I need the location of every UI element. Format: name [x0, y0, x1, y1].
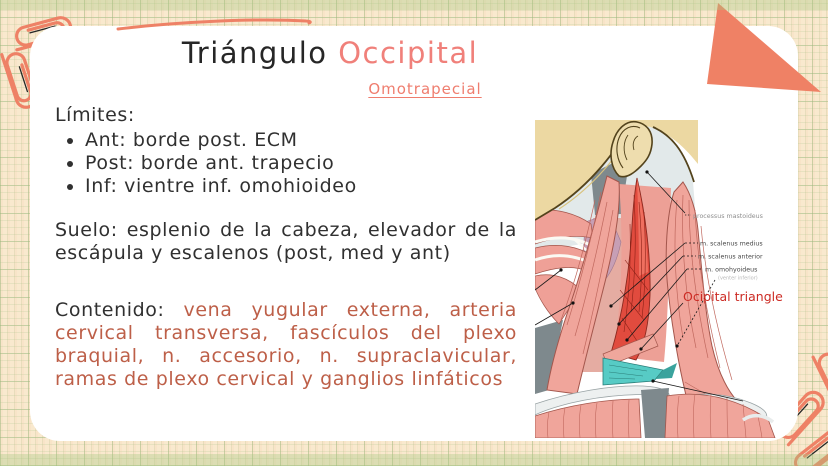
contents-text: vena yugular externa, arteria cervical transversa, fascículos del plexo braquial, n. accesorio, n. supraclavicular, ramas de plexo cervical y ganglios linfáticos [55, 299, 518, 390]
limits-section [55, 103, 518, 198]
title-word-accent: Occipital [338, 36, 479, 70]
limits-list [55, 129, 518, 198]
label-occipital-triangle: Ocipital triangle [683, 289, 783, 304]
hand-drawn-line [116, 14, 316, 34]
contents-label: Contenido: [55, 299, 165, 321]
subtitle: Omotrapecial [368, 80, 482, 98]
gray-patch [641, 388, 669, 438]
label-omohyoideus: m. omohyoideus [705, 266, 758, 274]
omohyoid-teal-region [603, 358, 677, 385]
floor-paragraph: Suelo: esplenio de la cabeza, elevador de la escápula y escalenos (post, med y ant) [55, 219, 517, 264]
list-item: • Inf: vientre inf. omohioideo [85, 175, 518, 198]
list-item: • Post: borde ant. trapecio [85, 152, 518, 175]
limits-heading: Límites: [55, 104, 135, 126]
anatomy-figure [535, 120, 800, 438]
label-processus-mastoideus: processus mastoideus [693, 213, 763, 220]
neck-anatomy-illustration [535, 120, 800, 438]
label-scalenus-anterior: m. scalenus anterior [698, 253, 763, 261]
label-scalenus-medius: m. scalenus medius [700, 240, 763, 248]
label-venter-inferior: (venter inferior) [718, 275, 758, 282]
list-item: • Ant: borde post. ECM [85, 129, 518, 152]
contents-paragraph [55, 299, 517, 391]
title-word-black: Triángulo [181, 36, 328, 70]
page-title [95, 36, 565, 70]
